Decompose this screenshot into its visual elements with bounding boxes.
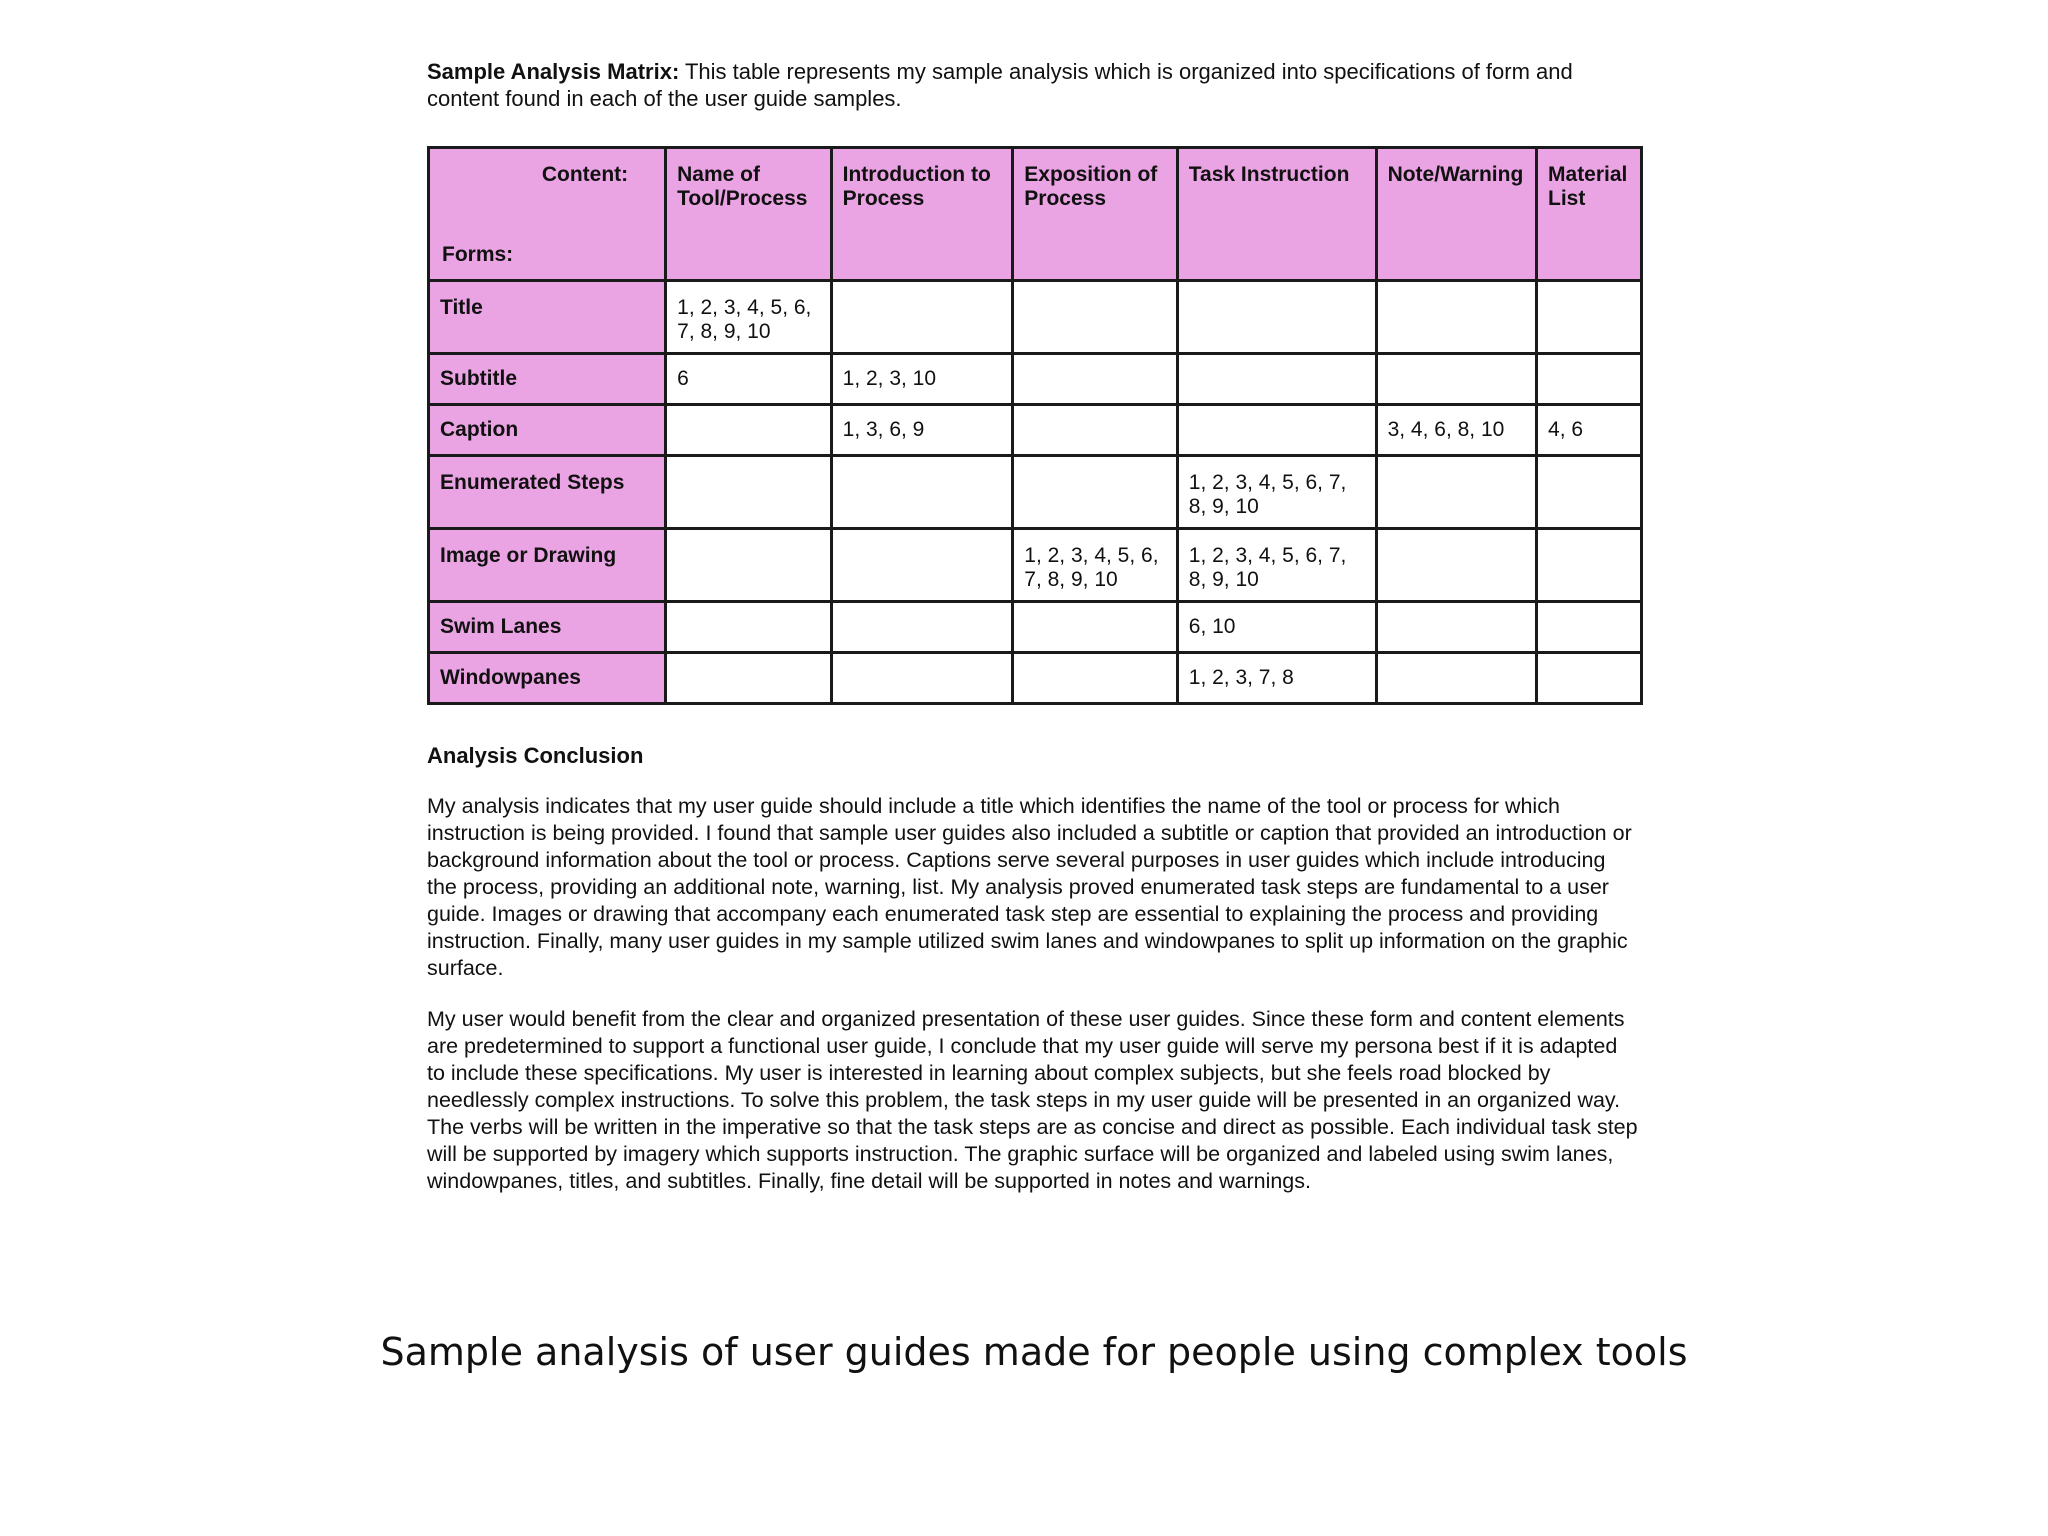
table-cell: 1, 2, 3, 4, 5, 6, 7, 8, 9, 10 — [1177, 456, 1376, 529]
corner-forms-label: Forms: — [442, 243, 514, 266]
table-cell — [666, 456, 832, 529]
table-cell — [1537, 281, 1642, 354]
table-cell — [831, 602, 1013, 653]
table-cell — [831, 529, 1013, 602]
column-header: Task Instruction — [1177, 148, 1376, 281]
table-cell — [1013, 281, 1177, 354]
table-cell: 1, 2, 3, 7, 8 — [1177, 653, 1376, 704]
table-row — [429, 405, 1642, 456]
table-cell — [1537, 456, 1642, 529]
table-cell — [1376, 281, 1536, 354]
table-row — [429, 602, 1642, 653]
column-header: Name of Tool/Process — [666, 148, 832, 281]
table-cell — [1013, 456, 1177, 529]
matrix-intro — [427, 58, 1641, 112]
column-header: Material List — [1537, 148, 1642, 281]
table-cell: 1, 2, 3, 4, 5, 6, 7, 8, 9, 10 — [666, 281, 832, 354]
table-cell — [1376, 354, 1536, 405]
table-cell: 3, 4, 6, 8, 10 — [1376, 405, 1536, 456]
table-cell — [666, 653, 832, 704]
table-cell — [666, 602, 832, 653]
conclusion-paragraph: My user would benefit from the clear and organized presentation of these user guides. Since these form and content elements are predetermined to support a functional user guide, I conclude that my user guide will serve my persona best if it is adapted to include these specifications. My user is interested in learning about complex subjects, but she feels road blocked by needlessly complex instructions. To solve this problem, the task steps in my user guide will be presented in an organized way. The verbs will be written in the imperative so that the task steps are as concise and direct as possible. Each individual task step will be supported by imagery which supports instruction. The graphic surface will be organized and labeled using swim lanes, windowpanes, titles, and subtitles. Finally, fine detail will be supported in notes and warnings. — [427, 1007, 1638, 1193]
column-header: Note/Warning — [1376, 148, 1536, 281]
table-cell — [1013, 653, 1177, 704]
table-cell: 6, 10 — [1177, 602, 1376, 653]
table-row — [429, 653, 1642, 704]
row-header: Image or Drawing — [429, 529, 666, 602]
row-header: Swim Lanes — [429, 602, 666, 653]
table-cell — [1177, 354, 1376, 405]
table-cell: 1, 2, 3, 10 — [831, 354, 1013, 405]
row-header: Caption — [429, 405, 666, 456]
table-cell — [1537, 354, 1642, 405]
table-cell — [666, 405, 832, 456]
table-cell — [1376, 529, 1536, 602]
table-cell: 6 — [666, 354, 832, 405]
table-cell — [1537, 653, 1642, 704]
conclusion-heading: Analysis Conclusion — [427, 743, 644, 768]
matrix-header-row — [429, 148, 1642, 281]
sample-analysis-matrix — [427, 146, 1643, 705]
row-header: Subtitle — [429, 354, 666, 405]
table-cell: 1, 3, 6, 9 — [831, 405, 1013, 456]
table-cell — [1013, 405, 1177, 456]
table-cell — [1013, 602, 1177, 653]
table-cell — [1537, 529, 1642, 602]
matrix-intro-label: Sample Analysis Matrix: — [427, 59, 680, 84]
table-cell: 1, 2, 3, 4, 5, 6, 7, 8, 9, 10 — [1177, 529, 1376, 602]
corner-content-label: Content: — [541, 163, 629, 186]
conclusion-paragraph: My analysis indicates that my user guide should include a title which identifies the name of the tool or process for which instruction is being provided. I found that sample user guides also included a subtitle or caption that provided an introduction or background information about the tool or process. Captions serve several purposes in user guides which include introducing the process, providing an additional note, warning, list. My analysis proved enumerated task steps are fundamental to a user guide. Images or drawing that accompany each enumerated task step are essential to explaining the process and providing instruction. Finally, many user guides in my sample utilized swim lanes and windowpanes to split up information on the graphic surface. — [427, 794, 1632, 980]
table-row — [429, 529, 1642, 602]
table-row — [429, 354, 1642, 405]
table-cell — [1177, 405, 1376, 456]
document-page — [427, 58, 1641, 1219]
table-cell: 1, 2, 3, 4, 5, 6, 7, 8, 9, 10 — [1013, 529, 1177, 602]
table-cell — [831, 653, 1013, 704]
table-cell — [1013, 354, 1177, 405]
column-header: Introduction to Process — [831, 148, 1013, 281]
table-cell — [831, 281, 1013, 354]
column-header: Exposition of Process — [1013, 148, 1177, 281]
row-header: Windowpanes — [429, 653, 666, 704]
row-header: Enumerated Steps — [429, 456, 666, 529]
table-cell — [666, 529, 832, 602]
row-header: Title — [429, 281, 666, 354]
matrix-corner-cell — [429, 148, 666, 281]
table-cell — [1177, 281, 1376, 354]
slide-caption: Sample analysis of user guides made for people using complex tools — [380, 1330, 1688, 1374]
table-row — [429, 456, 1642, 529]
table-cell — [831, 456, 1013, 529]
table-cell: 4, 6 — [1537, 405, 1642, 456]
table-cell — [1537, 602, 1642, 653]
table-cell — [1376, 602, 1536, 653]
table-row — [429, 281, 1642, 354]
table-cell — [1376, 456, 1536, 529]
matrix-intro-text: This table represents my sample analysis which is organized into specifications of form and content found in each of the user guide samples. — [427, 59, 1573, 111]
table-cell — [1376, 653, 1536, 704]
